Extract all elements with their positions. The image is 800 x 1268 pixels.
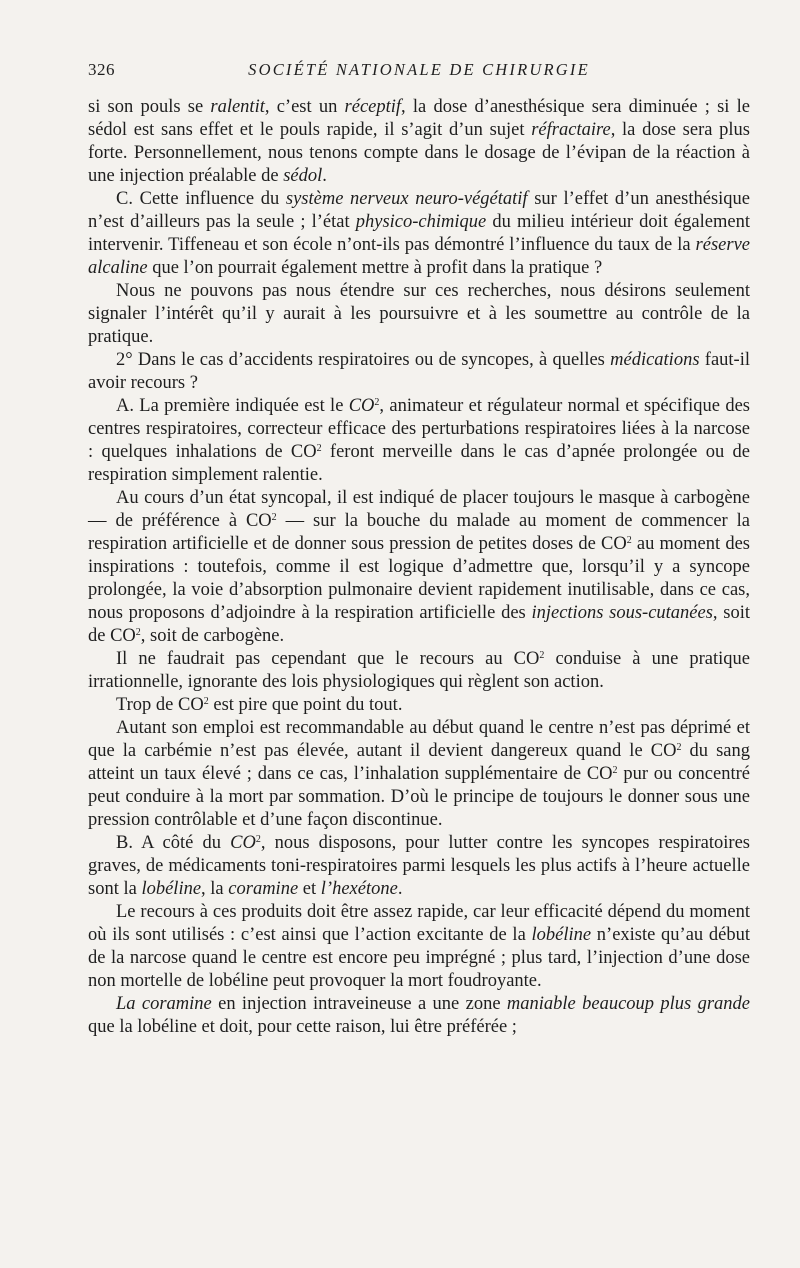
paragraph: Au cours d’un état syncopal, il est indiqué de placer toujours le masque à carbogène — de préférence à $CO^2$ — sur la bouche du malade au moment de commencer la respiration artificielle et de donner sous pression de petites doses de $CO^2$ au moment des inspirations : toutefois, comme il est logique d’admettre que, lorsqu’il y a syncope prolongée, la voie d’absorption pulmonaire devient rapidement inutilisable, dans ce cas, nous proposons d’adjoindre à la respiration artificielle des injections sous-cutanées, soit de $CO^2$, soit de carbogène.: [88, 488, 751, 646]
paragraph: 2° Dans le cas d’accidents respiratoires ou de syncopes, à quelles médications faut-il avoir recours ?: [88, 350, 750, 393]
paragraph: Il ne faudrait pas cependant que le recours au $CO^2$ conduise à une pratique irrationnelle, ignorante des lois physiologiques qui règlent son action.: [88, 649, 750, 692]
paragraph: B. A côté du $CO^2$, nous disposons, pour lutter contre les syncopes respiratoires graves, de médicaments toni-respiratoires parmi lesquels les plus actifs à l’heure actuelle sont la lobéline, la coramine et l’hexétone.: [88, 833, 750, 899]
paragraph: Le recours à ces produits doit être assez rapide, car leur efficacité dépend du moment où ils sont utilisés : c’est ainsi que l’action excitante de la lobéline n’existe qu’au début de la narcose quand le centre est encore peu imprégné ; plus tard, l’injection d’une dose non mortelle de lobéline peut provoquer la mort foudroyante.: [88, 902, 750, 991]
page-header: [88, 60, 750, 86]
paragraph: si son pouls se ralentit, c’est un réceptif, la dose d’anesthésique sera diminuée ; si le sédol est sans effet et le pouls rapide, il s’agit d’un sujet réfractaire, la dose sera plus forte. Personnellement, nous tenons compte dans le dosage de l’évipan de la réaction à une injection préalable de sédol.: [88, 97, 750, 186]
paragraph: A. La première indiquée est le $CO^2$, animateur et régulateur normal et spécifique des centres respiratoires, correcteur efficace des perturbations respiratoires liées à la narcose : quelques inhalations de $CO^2$ feront merveille dans le cas d’apnée prolongée ou de respiration simplement ralentie.: [88, 396, 750, 485]
running-head: SOCIÉTÉ NATIONALE DE CHIRURGIE: [248, 60, 590, 79]
paragraph: C. Cette influence du système nerveux neuro-végétatif sur l’effet d’un anesthésique n’est d’ailleurs pas la seule ; l’état physico-chimique du milieu intérieur doit également intervenir. Tiffeneau et son école n’ont-ils pas démontré l’influence du taux de la réserve alcaline que l’on pourrait également mettre à profit dans la pratique ?: [88, 189, 750, 278]
page-number: 326: [88, 60, 115, 79]
paragraph: Autant son emploi est recommandable au début quand le centre n’est pas déprimé et que la carbémie n’est pas élevée, autant il devient dangereux quand le $CO^2$ du sang atteint un taux élevé ; dans ce cas, l’inhalation supplémentaire de $CO^2$ pur ou concentré peut conduire à la mort par sommation. D’où le principe de toujours le donner sous une pression contrôlable et d’une façon discontinue.: [88, 718, 750, 830]
body-text: [88, 96, 750, 1039]
paragraph: La coramine en injection intraveineuse a une zone maniable beaucoup plus grande que la lobéline et doit, pour cette raison, lui être préférée ;: [88, 994, 750, 1037]
paragraph: Nous ne pouvons pas nous étendre sur ces recherches, nous désirons seulement signaler l’intérêt qu’il y aurait à les poursuivre et à les soumettre au contrôle de la pratique.: [88, 281, 750, 347]
paragraph: Trop de $CO^2$ est pire que point du tout.: [116, 695, 403, 715]
